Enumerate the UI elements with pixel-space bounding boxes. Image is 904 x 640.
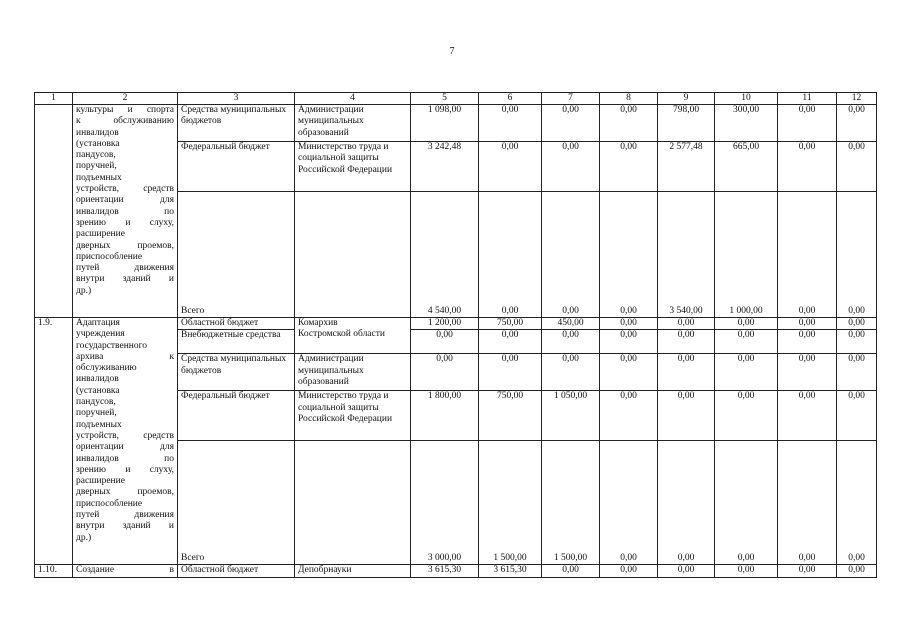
value-cell: 0,00	[778, 391, 837, 441]
value-cell: 0,00	[542, 565, 600, 577]
executor	[295, 441, 411, 565]
value-cell: 0,00	[778, 441, 837, 565]
executor	[295, 192, 411, 318]
value-cell: 0,00	[837, 318, 877, 330]
value-cell: 798,00	[658, 105, 715, 142]
value-cell: 1 000,00	[715, 192, 778, 318]
value-cell: 0,00	[542, 105, 600, 142]
value-cell: 0,00	[658, 330, 715, 354]
table-row	[35, 565, 877, 577]
funding-source: Областной бюджет	[178, 565, 295, 577]
value-cell: 3 615,30	[411, 565, 479, 577]
value-cell: 0,00	[837, 565, 877, 577]
value-cell: 1 500,00	[542, 441, 600, 565]
executor: Комархив Костромской области	[295, 318, 411, 354]
value-cell: 1 098,00	[411, 105, 479, 142]
executor: Администрации муниципальных образований	[295, 354, 411, 391]
value-cell: 0,00	[658, 391, 715, 441]
value-cell: 665,00	[715, 142, 778, 192]
value-cell: 4 540,00	[411, 192, 479, 318]
value-cell: 1 050,00	[542, 391, 600, 441]
executor: Администрации муниципальных образований	[295, 105, 411, 142]
value-cell: 0,00	[542, 192, 600, 318]
value-cell: 0,00	[715, 391, 778, 441]
value-cell: 1 500,00	[479, 441, 542, 565]
value-cell: 1 800,00	[411, 391, 479, 441]
value-cell: 0,00	[600, 330, 658, 354]
value-cell: 0,00	[837, 142, 877, 192]
table-row	[35, 318, 877, 330]
funding-source: Федеральный бюджет	[178, 391, 295, 441]
item-number: 1.10.	[35, 565, 73, 577]
funding-source: Внебюджетные средства	[178, 330, 295, 354]
value-cell: 0,00	[479, 354, 542, 391]
value-cell: 3 242,48	[411, 142, 479, 192]
funding-source: Всего	[178, 441, 295, 565]
value-cell: 0,00	[778, 565, 837, 577]
value-cell: 0,00	[715, 354, 778, 391]
value-cell: 3 540,00	[658, 192, 715, 318]
value-cell: 0,00	[479, 192, 542, 318]
column-header: 4	[295, 93, 411, 105]
executor: Депобрнауки	[295, 565, 411, 577]
value-cell: 0,00	[600, 441, 658, 565]
value-cell: 0,00	[778, 142, 837, 192]
value-cell: 0,00	[479, 142, 542, 192]
value-cell: 0,00	[837, 330, 877, 354]
value-cell: 0,00	[837, 354, 877, 391]
value-cell: 0,00	[837, 441, 877, 565]
value-cell: 0,00	[479, 330, 542, 354]
value-cell: 0,00	[778, 330, 837, 354]
value-cell: 300,00	[715, 105, 778, 142]
value-cell: 0,00	[778, 354, 837, 391]
value-cell: 0,00	[837, 105, 877, 142]
value-cell: 0,00	[600, 105, 658, 142]
column-header: 5	[411, 93, 479, 105]
funding-source: Средства муниципальных бюджетов	[178, 354, 295, 391]
measure-description: Создание в	[73, 565, 178, 577]
value-cell: 0,00	[837, 391, 877, 441]
value-cell: 0,00	[542, 330, 600, 354]
executor: Министерство труда и социальной защиты Российской Федерации	[295, 142, 411, 192]
budget-table	[34, 92, 877, 578]
value-cell: 0,00	[411, 330, 479, 354]
funding-source: Средства муниципальных бюджетов	[178, 105, 295, 142]
value-cell: 0,00	[778, 105, 837, 142]
value-cell: 0,00	[600, 192, 658, 318]
value-cell: 3 615,30	[479, 565, 542, 577]
value-cell: 0,00	[658, 565, 715, 577]
value-cell: 0,00	[658, 354, 715, 391]
value-cell: 0,00	[479, 105, 542, 142]
page-number: 7	[449, 46, 455, 57]
value-cell: 0,00	[600, 565, 658, 577]
value-cell: 0,00	[658, 318, 715, 330]
column-header: 1	[35, 93, 73, 105]
value-cell: 0,00	[715, 565, 778, 577]
value-cell: 0,00	[715, 318, 778, 330]
value-cell: 0,00	[778, 192, 837, 318]
value-cell: 0,00	[715, 441, 778, 565]
column-header: 2	[73, 93, 178, 105]
value-cell: 0,00	[600, 318, 658, 330]
column-header: 10	[715, 93, 778, 105]
value-cell: 0,00	[600, 142, 658, 192]
value-cell: 750,00	[479, 391, 542, 441]
executor: Министерство труда и социальной защиты Российской Федерации	[295, 391, 411, 441]
column-header: 12	[837, 93, 877, 105]
value-cell: 0,00	[778, 318, 837, 330]
value-cell: 1 200,00	[411, 318, 479, 330]
value-cell: 3 000,00	[411, 441, 479, 565]
value-cell: 0,00	[411, 354, 479, 391]
measure-description: Адаптация учреждения государственного архива к обслуживанию инвалидов (установка пандусов, поручней, подъемных устройств, средств ориентации для инвалидов по зрению и слуху, расширение дверных проемов, приспособление путей движения внутри зданий и др.)	[73, 318, 178, 565]
column-header: 7	[542, 93, 600, 105]
column-header: 9	[658, 93, 715, 105]
value-cell: 0,00	[542, 354, 600, 391]
item-number: 1.9.	[35, 318, 73, 565]
value-cell: 0,00	[600, 354, 658, 391]
value-cell: 2 577,48	[658, 142, 715, 192]
value-cell: 0,00	[600, 391, 658, 441]
measure-description: культуры и спорта к обслуживанию инвалидов (установка пандусов, поручней, подъемных устройств, средств ориентации для инвалидов по зрению и слуху, расширение дверных проемов, приспособление путей движения внутри зданий и др.)	[73, 105, 178, 318]
column-header: 8	[600, 93, 658, 105]
funding-source: Областной бюджет	[178, 318, 295, 330]
funding-source: Федеральный бюджет	[178, 142, 295, 192]
value-cell: 450,00	[542, 318, 600, 330]
column-header: 3	[178, 93, 295, 105]
value-cell: 0,00	[837, 192, 877, 318]
column-header: 6	[479, 93, 542, 105]
value-cell: 0,00	[542, 142, 600, 192]
column-header-row	[35, 93, 877, 105]
value-cell: 0,00	[715, 330, 778, 354]
value-cell: 0,00	[658, 441, 715, 565]
value-cell: 750,00	[479, 318, 542, 330]
column-header: 11	[778, 93, 837, 105]
table-row	[35, 105, 877, 142]
item-number-cell	[35, 105, 73, 318]
funding-source: Всего	[178, 192, 295, 318]
